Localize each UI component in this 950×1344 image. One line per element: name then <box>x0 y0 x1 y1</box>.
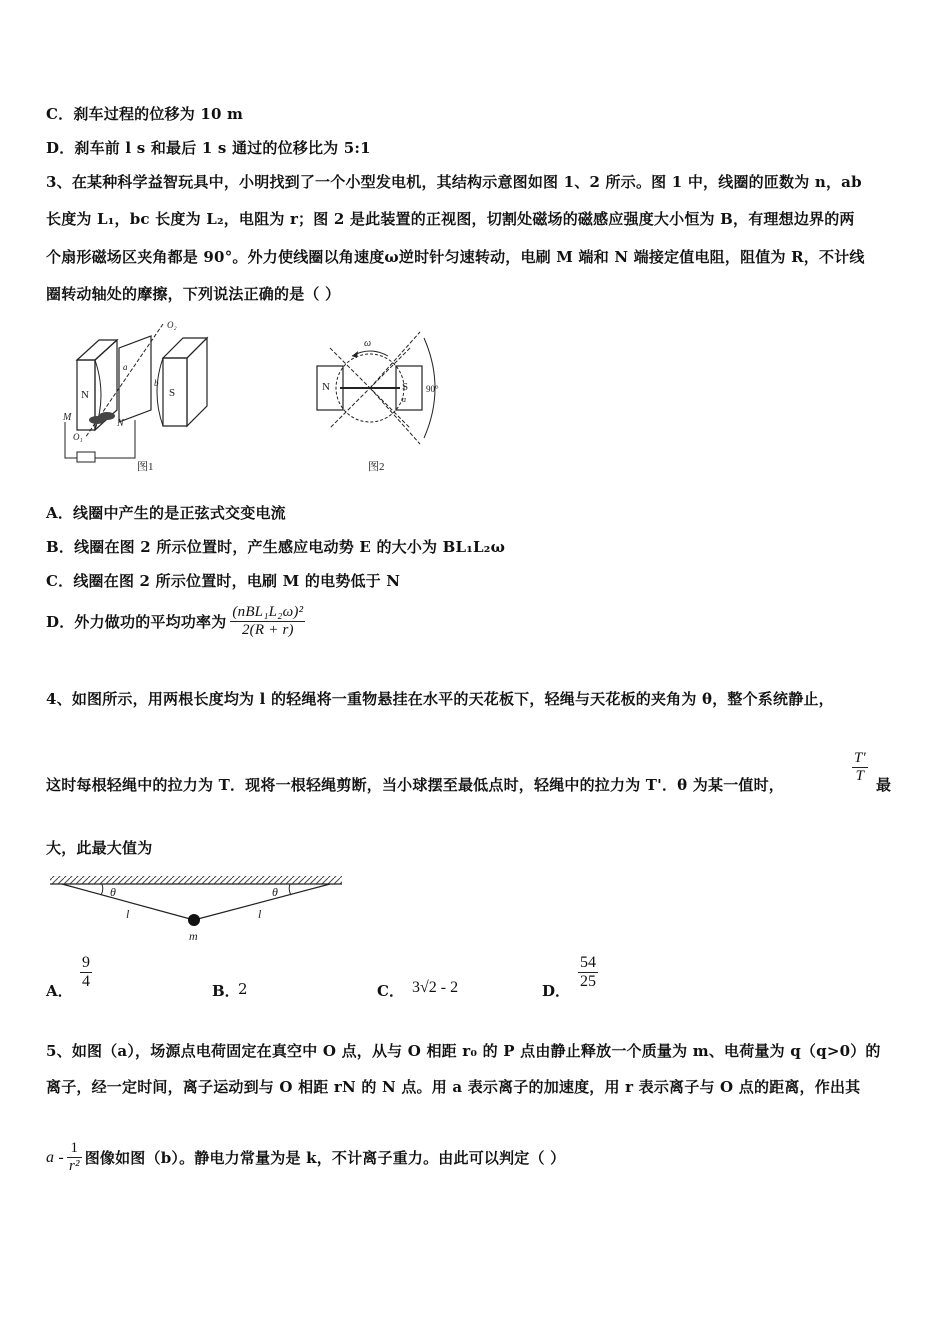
q3-stem-line2: 长度为 L₁，bc 长度为 L₂，电阻为 r；图 2 是此装置的正视图，切割处磁场的磁感应强度大小恒为 B，有理想边界的两 <box>46 210 855 228</box>
fig1-label-o2: O₂ <box>167 320 177 330</box>
q3-option-d-prefix: D．外力做功的平均功率为 <box>46 613 227 631</box>
fig1-caption: 图1 <box>137 461 154 473</box>
q4-ratio-numerator: T′ <box>854 750 866 766</box>
q4-fig-theta-right: θ <box>272 885 278 899</box>
q4-stem-line2: 这时每根轻绳中的拉力为 T．现将一根轻绳剪断，当小球摆至最低点时，轻绳中的拉力为 T'．θ 为某一值时， <box>46 776 784 794</box>
fig1-label-a: a <box>123 362 128 372</box>
q4-stem-line3: 大，此最大值为 <box>46 839 153 857</box>
q3-stem-line3: 个扇形磁场区夹角都是 90°。外力使线圈以角速度ω逆时针匀速转动，电刷 M 端和 N 端接定值电阻，阻值为 R，不计线 <box>46 248 865 266</box>
fig2-label-omega: ω <box>364 338 372 349</box>
q5-expression-num: 1 <box>70 1140 79 1156</box>
q4-option-a-den: 4 <box>82 973 90 990</box>
fig2-label-n: N <box>322 381 330 393</box>
q4-figure <box>46 872 346 944</box>
q4-ratio-denominator: T <box>855 768 864 784</box>
q4-option-b-letter: B． <box>212 982 240 1000</box>
q4-ratio-fraction <box>852 750 868 785</box>
fig1-label-n: N <box>81 389 89 401</box>
q4-fig-l-left: l <box>126 907 130 921</box>
fig2-caption: 图2 <box>368 461 385 473</box>
q5-expression-den: r² <box>68 1158 80 1174</box>
q4-option-d-num: 54 <box>580 954 596 971</box>
fig1-label-b: b <box>154 378 159 388</box>
q4-option-b-value: 2 <box>238 980 248 998</box>
q5-expression-fraction <box>67 1140 82 1175</box>
q3-option-d-fraction <box>230 604 305 639</box>
q4-option-a-fraction <box>80 954 92 991</box>
q5-stem-line1: 5、如图（a），场源点电荷固定在真空中 O 点，从与 O 相距 r₀ 的 P 点由静止释放一个质量为 m、电荷量为 q（q>0）的 <box>46 1042 881 1060</box>
q4-stem-line1: 4、如图所示，用两根长度均为 l 的轻绳将一重物悬挂在水平的天花板下，轻绳与天花板的夹角为 θ，整个系统静止， <box>46 690 834 708</box>
q4-option-c-letter: C． <box>377 982 404 1000</box>
q5-expression-prefix: a - <box>46 1148 64 1166</box>
q4-option-d-den: 25 <box>580 973 596 990</box>
fig2-label-a: a <box>402 395 406 404</box>
fig1-label-n2: N <box>117 418 124 429</box>
fig2-label-angle: 90° <box>426 384 439 394</box>
q2-option-c: C．刹车过程的位移为 10 m <box>46 105 244 123</box>
q3-option-d-denominator: 2(R + r) <box>241 622 294 638</box>
q4-option-a-num: 9 <box>82 954 90 971</box>
fig1-label-s: S <box>169 387 176 399</box>
q3-option-a: A．线圈中产生的是正弦式交变电流 <box>46 504 286 522</box>
q3-stem-line1: 3、在某种科学益智玩具中，小明找到了一个小型发电机，其结构示意图如图 1、2 所示。图 1 中，线圈的匝数为 n，ab <box>46 173 862 191</box>
q2-option-d: D．刹车前 l s 和最后 1 s 通过的位移比为 5:1 <box>46 139 371 157</box>
fig1-label-m: M <box>63 412 72 423</box>
q4-stem-line2-end: 最 <box>876 776 892 794</box>
q5-stem-line3 <box>46 1140 565 1175</box>
q3-option-c: C．线圈在图 2 所示位置时，电刷 M 的电势低于 N <box>46 572 401 590</box>
q4-fig-mass: m <box>189 929 198 943</box>
q4-option-a-letter: A． <box>46 982 73 1000</box>
q4-option-d-letter: D． <box>542 982 571 1000</box>
q3-option-b: B．线圈在图 2 所示位置时，产生感应电动势 E 的大小为 BL₁L₂ω <box>46 538 506 556</box>
q5-stem-line2: 离子，经一定时间，离子运动到与 O 相距 rN 的 N 点。用 a 表示离子的加速度，用 r 表示离子与 O 点的距离，作出其 <box>46 1078 861 1096</box>
fig1-label-o1: O₁ <box>73 432 83 442</box>
q4-option-c-value: 3√2 - 2 <box>412 979 459 996</box>
fig2-label-s: S <box>402 381 409 393</box>
q3-stem-line4: 圈转动轴处的摩擦，下列说法正确的是（ ） <box>46 285 341 303</box>
q5-stem-line3-text: 图像如图（b）。静电力常量为是 k，不计离子重力。由此可以判定（ ） <box>84 1149 566 1167</box>
q3-figure-2 <box>312 318 462 478</box>
q3-option-d-numerator: (nBL₁L₂ω)² <box>232 604 304 620</box>
q4-fig-theta-left: θ <box>110 885 116 899</box>
q4-fig-l-right: l <box>258 907 262 921</box>
q4-option-d-fraction <box>578 954 598 991</box>
q3-option-d <box>46 604 305 639</box>
q3-figure-1 <box>55 318 225 478</box>
